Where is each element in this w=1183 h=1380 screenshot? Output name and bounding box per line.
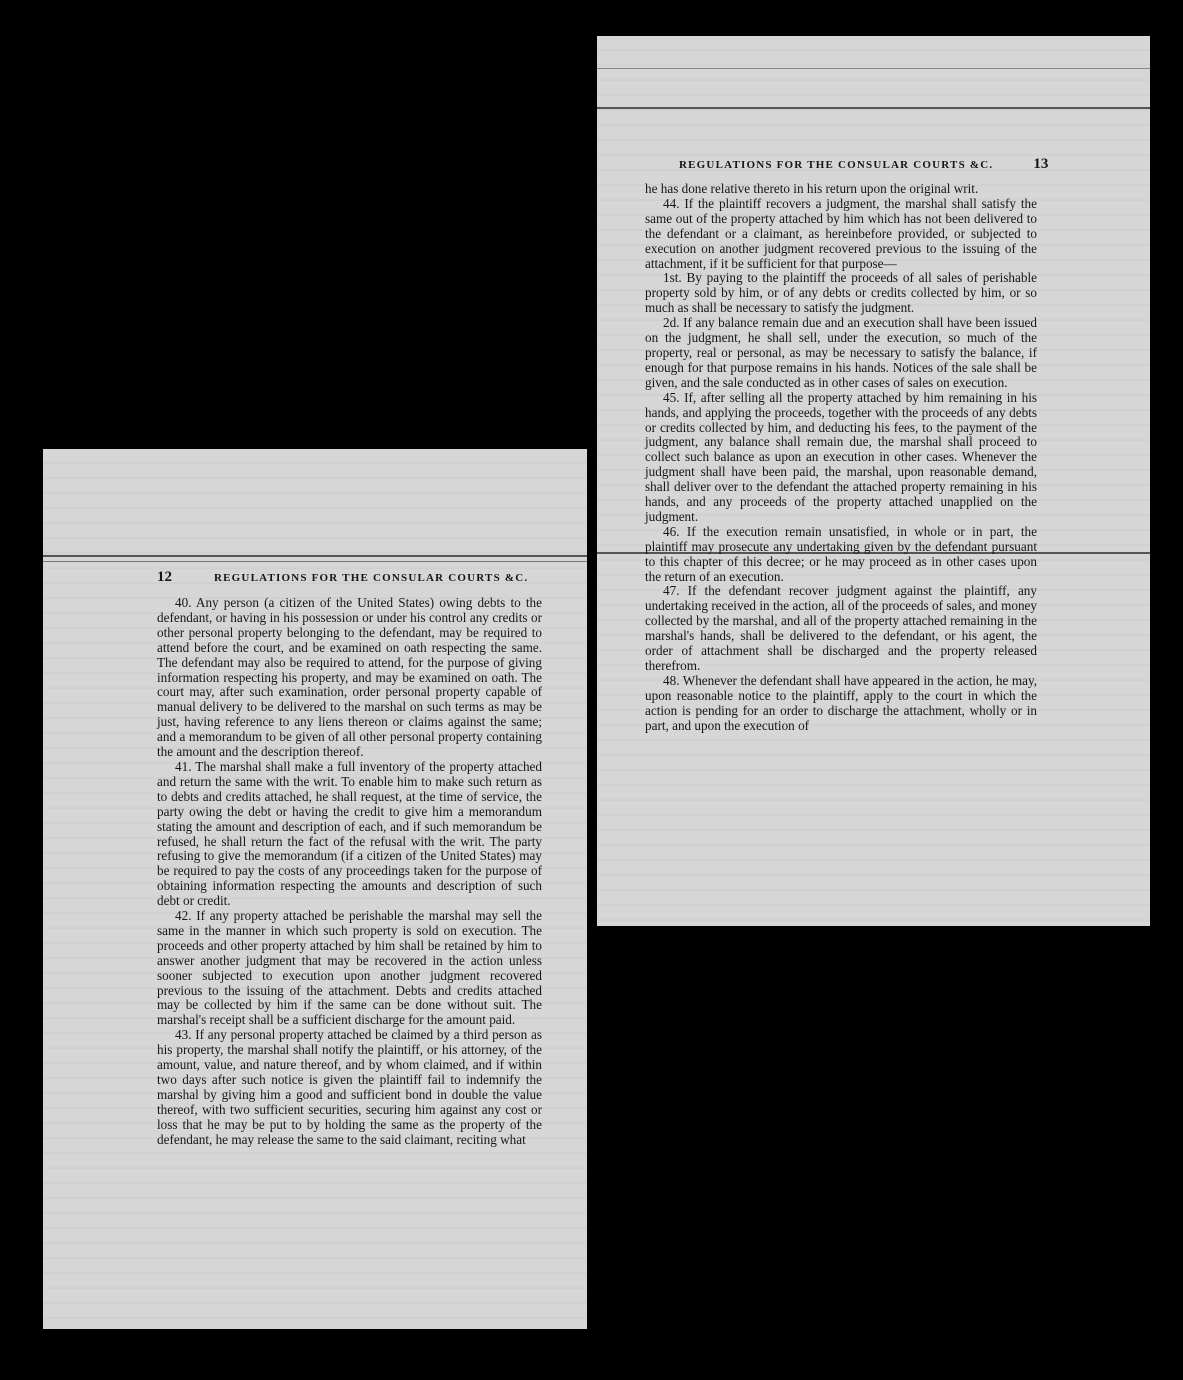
paragraph-44-first: 1st. By paying to the plaintiff the proceeds of all sales of perishable property sold by him, or of any debts or credits collected by him, or so much as shall be necessary to satisfy the judgment. [645,270,1037,316]
body-text [645,182,1037,734]
page-header [157,569,528,586]
paragraph-46: 46. If the execution remain unsatisfied, in whole or in part, the plaintiff may prosecute any undertaking given by the defendant pursuant to this chapter of this decree; or he may proceed as in other cases upon the return of an execution. [645,523,1037,584]
scan-rule-line [43,561,587,562]
paragraph-41: 41. The marshal shall make a full inventory of the property attached and return the same with the writ. To enable him to make such return as to debts and credits attached, he shall request, at the time of service, the party owing the debt or having the credit to give him a memorandum stating the amount and description of each, and if such memorandum be refused, he shall return the fact of the refusal with the writ. The party refusing to give the memorandum (if a citizen of the United States) may be required to pay the costs of any proceedings taken for the purpose of obtaining information respecting the amounts and description of such debt or credit. [157,758,542,909]
running-head: REGULATIONS FOR THE CONSULAR COURTS &C. [679,159,994,171]
scan-rule-line [597,107,1150,109]
paragraph-40: 40. Any person (a citizen of the United States) owing debts to the defendant, or having in his possession or under his control any credits or other personal property belonging to the defendant, may be required to attend before the court, and be examined on oath respecting the same. The defendant may also be required to attend, for the purpose of giving information respecting his property, and may be examined on oath. The court may, after such examination, order personal property capable of manual delivery to be delivered to the marshal on such terms as may be just, having reference to any liens thereon or claims against the same; and a memorandum to be given of all other personal property containing the amount and the description thereof. [157,595,542,760]
page-number: 12 [157,569,172,585]
body-text [157,596,542,1148]
paragraph-44-second: 2d. If any balance remain due and an execution shall have been issued on the judgment, he shall sell, under the execution, so much of the property, real or personal, as may be necessary to satisfy the balance, if enough for that purpose remains in his hands. Notices of the sale shall be given, and the sale conducted as in other cases of sales on execution. [645,315,1037,390]
page-12 [43,449,587,1329]
paragraph-47: 47. If the defendant recover judgment against the plaintiff, any undertaking received in the action, all of the proceeds of sales, and money collected by the marshal, and all of the property attached remaining in the marshal's hands, shall be delivered to the defendant, or his agent, the order of attachment shall be discharged and the property released therefrom. [645,583,1037,673]
continuation-text: he has done relative thereto in his return upon the original writ. [645,181,979,196]
paragraph-45: 45. If, after selling all the property attached by him remaining in his hands, and applying the proceeds, together with the proceeds of any debts or credits collected by him, and deducting his fees, to the payment of the judgment, any balance shall remain due, the marshal shall proceed to collect such balance as upon an execution in other cases. Whenever the judgment shall have been paid, the marshal, upon reasonable demand, shall deliver over to the defendant the attached property remaining in his hands, and any proceeds of the property attached unapplied on the judgment. [645,389,1037,524]
page-header [679,156,1048,173]
running-head: REGULATIONS FOR THE CONSULAR COURTS &C. [214,572,529,584]
paragraph-48: 48. Whenever the defendant shall have appeared in the action, he may, upon reasonable notice to the plaintiff, apply to the court in which the action is pending for an order to discharge the attachment, wholly or in part, and upon the execution of [645,672,1037,733]
scan-rule-line [43,555,587,557]
scan-rule-line [597,68,1150,69]
paragraph-44: 44. If the plaintiff recovers a judgment, the marshal shall satisfy the same out of the property attached by him which has not been delivered to the defendant or a claimant, as hereinbefore provided, or subjected to execution on another judgment recovered previous to the issuing of the attachment, if it be sufficient for that purpose— [645,195,1037,271]
page-13 [597,36,1150,926]
page-number: 13 [1033,156,1049,172]
paragraph-43: 43. If any personal property attached be claimed by a third person as his property, the marshal shall notify the plaintiff, or his attorney, of the amount, value, and nature thereof, and by whom claimed, and if within two days after such notice is given the plaintiff fail to indemnify the marshal by giving him a good and sufficient bond in double the value thereof, with two sufficient securities, securing him against any cost or loss that he may be put to by holding the same as the property of the defendant, he may release the same to the said claimant, reciting what [157,1027,542,1147]
paragraph-42: 42. If any property attached be perishable the marshal may sell the same in the manner in which such property is sold on execution. The proceeds and other property attached by him shall be retained by him to answer another judgment that may be recovered in the action unless sooner subjected to execution upon another judgment recovered previous to the issuing of the attachment. Debts and credits attached may be collected by him if the same can be done without suit. The marshal's receipt shall be a sufficient discharge for the amount paid. [157,908,542,1028]
